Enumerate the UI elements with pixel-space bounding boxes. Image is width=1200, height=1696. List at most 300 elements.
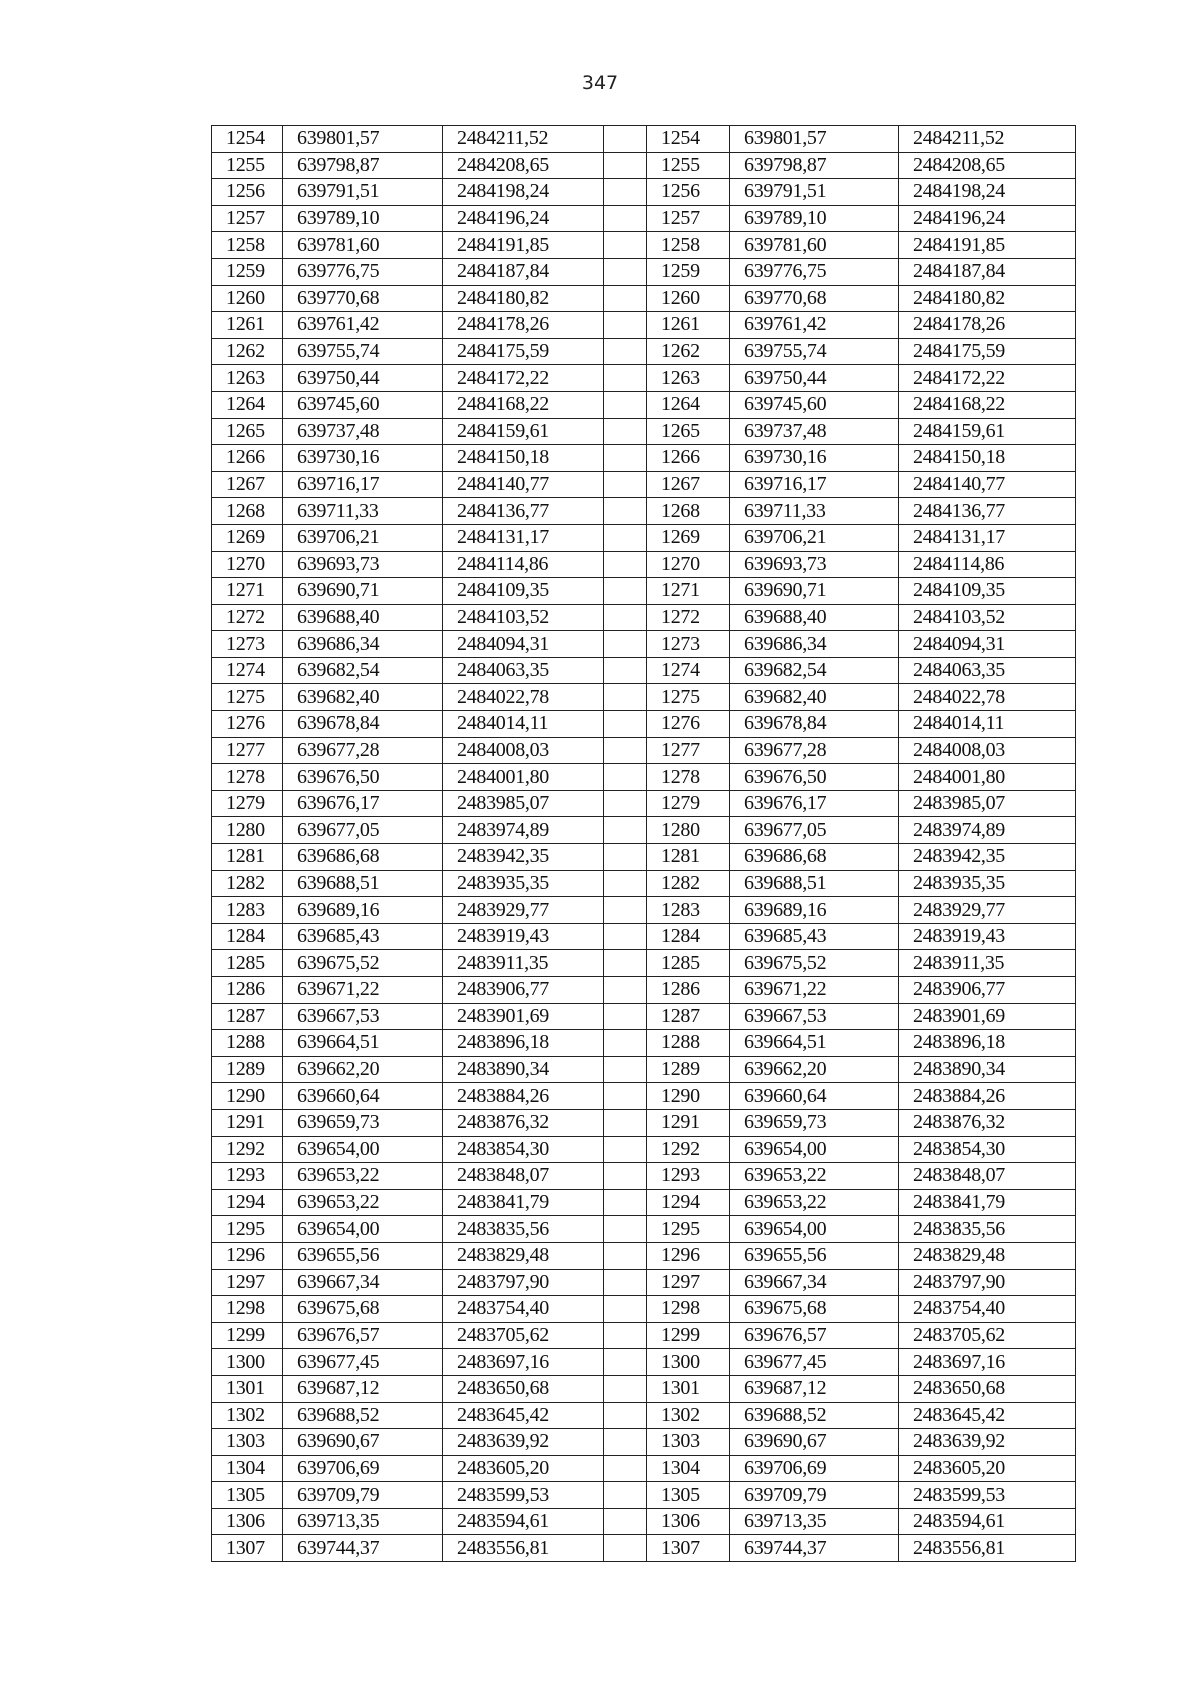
point-number-cell-right: 1259 (647, 258, 730, 285)
point-number-cell: 1279 (212, 790, 283, 817)
y-coordinate-cell: 2483594,61 (443, 1508, 604, 1535)
x-coordinate-cell-right: 639755,74 (730, 338, 899, 365)
x-coordinate-cell-right: 639667,53 (730, 1003, 899, 1030)
point-number-cell-right: 1282 (647, 870, 730, 897)
y-coordinate-cell-right: 2484168,22 (899, 391, 1076, 418)
point-number-cell-right: 1263 (647, 365, 730, 392)
x-coordinate-cell: 639801,57 (283, 126, 443, 153)
point-number-cell: 1261 (212, 312, 283, 339)
y-coordinate-cell-right: 2483829,48 (899, 1242, 1076, 1269)
x-coordinate-cell: 639653,22 (283, 1189, 443, 1216)
point-number-cell: 1265 (212, 418, 283, 445)
y-coordinate-cell-right: 2483890,34 (899, 1056, 1076, 1083)
gap-cell (604, 258, 647, 285)
table-row (212, 977, 1076, 1004)
gap-cell (604, 870, 647, 897)
gap-cell (604, 338, 647, 365)
y-coordinate-cell-right: 2484001,80 (899, 764, 1076, 791)
table-row (212, 657, 1076, 684)
point-number-cell: 1281 (212, 844, 283, 871)
x-coordinate-cell-right: 639776,75 (730, 258, 899, 285)
x-coordinate-cell: 639687,12 (283, 1375, 443, 1402)
x-coordinate-cell: 639685,43 (283, 923, 443, 950)
y-coordinate-cell: 2483974,89 (443, 817, 604, 844)
x-coordinate-cell-right: 639676,17 (730, 790, 899, 817)
x-coordinate-cell: 639706,69 (283, 1455, 443, 1482)
x-coordinate-cell: 639713,35 (283, 1508, 443, 1535)
x-coordinate-cell: 639664,51 (283, 1030, 443, 1057)
x-coordinate-cell-right: 639682,40 (730, 684, 899, 711)
point-number-cell-right: 1270 (647, 551, 730, 578)
y-coordinate-cell: 2483896,18 (443, 1030, 604, 1057)
y-coordinate-cell-right: 2484008,03 (899, 737, 1076, 764)
x-coordinate-cell-right: 639709,79 (730, 1482, 899, 1509)
x-coordinate-cell: 639690,67 (283, 1429, 443, 1456)
x-coordinate-cell: 639693,73 (283, 551, 443, 578)
gap-cell (604, 232, 647, 259)
y-coordinate-cell: 2484150,18 (443, 445, 604, 472)
x-coordinate-cell: 639655,56 (283, 1242, 443, 1269)
x-coordinate-cell-right: 639662,20 (730, 1056, 899, 1083)
point-number-cell-right: 1267 (647, 471, 730, 498)
table-row (212, 1163, 1076, 1190)
y-coordinate-cell-right: 2483906,77 (899, 977, 1076, 1004)
y-coordinate-cell: 2483829,48 (443, 1242, 604, 1269)
table-row (212, 471, 1076, 498)
y-coordinate-cell: 2483848,07 (443, 1163, 604, 1190)
y-coordinate-cell: 2483599,53 (443, 1482, 604, 1509)
y-coordinate-cell: 2484014,11 (443, 711, 604, 738)
point-number-cell: 1305 (212, 1482, 283, 1509)
x-coordinate-cell-right: 639654,00 (730, 1216, 899, 1243)
point-number-cell: 1303 (212, 1429, 283, 1456)
gap-cell (604, 631, 647, 658)
y-coordinate-cell: 2483942,35 (443, 844, 604, 871)
gap-cell (604, 950, 647, 977)
x-coordinate-cell: 639761,42 (283, 312, 443, 339)
y-coordinate-cell: 2484172,22 (443, 365, 604, 392)
x-coordinate-cell: 639671,22 (283, 977, 443, 1004)
point-number-cell-right: 1265 (647, 418, 730, 445)
x-coordinate-cell-right: 639655,56 (730, 1242, 899, 1269)
point-number-cell: 1277 (212, 737, 283, 764)
point-number-cell-right: 1258 (647, 232, 730, 259)
table-row (212, 1402, 1076, 1429)
point-number-cell-right: 1303 (647, 1429, 730, 1456)
y-coordinate-cell: 2484114,86 (443, 551, 604, 578)
gap-cell (604, 391, 647, 418)
point-number-cell: 1300 (212, 1349, 283, 1376)
point-number-cell-right: 1254 (647, 126, 730, 153)
point-number-cell: 1264 (212, 391, 283, 418)
point-number-cell: 1257 (212, 205, 283, 232)
point-number-cell-right: 1280 (647, 817, 730, 844)
gap-cell (604, 977, 647, 1004)
gap-cell (604, 897, 647, 924)
y-coordinate-cell: 2484109,35 (443, 578, 604, 605)
point-number-cell-right: 1272 (647, 604, 730, 631)
table-row (212, 312, 1076, 339)
x-coordinate-cell-right: 639654,00 (730, 1136, 899, 1163)
gap-cell (604, 365, 647, 392)
point-number-cell-right: 1290 (647, 1083, 730, 1110)
y-coordinate-cell-right: 2483594,61 (899, 1508, 1076, 1535)
x-coordinate-cell-right: 639677,05 (730, 817, 899, 844)
point-number-cell-right: 1261 (647, 312, 730, 339)
table-row (212, 604, 1076, 631)
x-coordinate-cell: 639755,74 (283, 338, 443, 365)
x-coordinate-cell-right: 639688,51 (730, 870, 899, 897)
table-row (212, 1083, 1076, 1110)
table-row (212, 1535, 1076, 1562)
gap-cell (604, 418, 647, 445)
x-coordinate-cell-right: 639653,22 (730, 1189, 899, 1216)
point-number-cell: 1299 (212, 1322, 283, 1349)
x-coordinate-cell: 639688,51 (283, 870, 443, 897)
x-coordinate-cell-right: 639744,37 (730, 1535, 899, 1562)
gap-cell (604, 445, 647, 472)
y-coordinate-cell: 2484022,78 (443, 684, 604, 711)
x-coordinate-cell: 639744,37 (283, 1535, 443, 1562)
y-coordinate-cell: 2483935,35 (443, 870, 604, 897)
y-coordinate-cell-right: 2484159,61 (899, 418, 1076, 445)
x-coordinate-cell: 639676,50 (283, 764, 443, 791)
x-coordinate-cell: 639676,17 (283, 790, 443, 817)
table-row (212, 764, 1076, 791)
y-coordinate-cell-right: 2483556,81 (899, 1535, 1076, 1562)
x-coordinate-cell-right: 639689,16 (730, 897, 899, 924)
gap-cell (604, 1455, 647, 1482)
table-row (212, 870, 1076, 897)
point-number-cell: 1293 (212, 1163, 283, 1190)
gap-cell (604, 578, 647, 605)
point-number-cell-right: 1285 (647, 950, 730, 977)
x-coordinate-cell: 639660,64 (283, 1083, 443, 1110)
y-coordinate-cell: 2484187,84 (443, 258, 604, 285)
y-coordinate-cell: 2483919,43 (443, 923, 604, 950)
y-coordinate-cell-right: 2483935,35 (899, 870, 1076, 897)
gap-cell (604, 1136, 647, 1163)
point-number-cell: 1256 (212, 179, 283, 206)
point-number-cell: 1289 (212, 1056, 283, 1083)
x-coordinate-cell-right: 639711,33 (730, 498, 899, 525)
point-number-cell: 1282 (212, 870, 283, 897)
point-number-cell-right: 1255 (647, 152, 730, 179)
point-number-cell: 1290 (212, 1083, 283, 1110)
x-coordinate-cell-right: 639713,35 (730, 1508, 899, 1535)
gap-cell (604, 1429, 647, 1456)
point-number-cell: 1287 (212, 1003, 283, 1030)
point-number-cell-right: 1306 (647, 1508, 730, 1535)
point-number-cell-right: 1257 (647, 205, 730, 232)
x-coordinate-cell: 639770,68 (283, 285, 443, 312)
point-number-cell-right: 1264 (647, 391, 730, 418)
gap-cell (604, 1402, 647, 1429)
point-number-cell: 1275 (212, 684, 283, 711)
x-coordinate-cell-right: 639706,69 (730, 1455, 899, 1482)
y-coordinate-cell: 2484175,59 (443, 338, 604, 365)
x-coordinate-cell-right: 639659,73 (730, 1109, 899, 1136)
point-number-cell-right: 1294 (647, 1189, 730, 1216)
point-number-cell: 1292 (212, 1136, 283, 1163)
y-coordinate-cell: 2483645,42 (443, 1402, 604, 1429)
table-row (212, 338, 1076, 365)
y-coordinate-cell: 2484001,80 (443, 764, 604, 791)
y-coordinate-cell-right: 2484178,26 (899, 312, 1076, 339)
y-coordinate-cell-right: 2484103,52 (899, 604, 1076, 631)
table-row (212, 737, 1076, 764)
table-row (212, 1030, 1076, 1057)
point-number-cell-right: 1296 (647, 1242, 730, 1269)
y-coordinate-cell-right: 2483876,32 (899, 1109, 1076, 1136)
point-number-cell: 1276 (212, 711, 283, 738)
x-coordinate-cell: 639677,28 (283, 737, 443, 764)
point-number-cell: 1263 (212, 365, 283, 392)
gap-cell (604, 1349, 647, 1376)
x-coordinate-cell: 639781,60 (283, 232, 443, 259)
table-row (212, 1003, 1076, 1030)
x-coordinate-cell-right: 639660,64 (730, 1083, 899, 1110)
gap-cell (604, 152, 647, 179)
gap-cell (604, 657, 647, 684)
gap-cell (604, 1535, 647, 1562)
gap-cell (604, 1322, 647, 1349)
point-number-cell: 1288 (212, 1030, 283, 1057)
y-coordinate-cell-right: 2484175,59 (899, 338, 1076, 365)
table-row (212, 844, 1076, 871)
point-number-cell: 1296 (212, 1242, 283, 1269)
x-coordinate-cell: 639682,40 (283, 684, 443, 711)
table-row (212, 1375, 1076, 1402)
x-coordinate-cell-right: 639716,17 (730, 471, 899, 498)
table-row (212, 1056, 1076, 1083)
y-coordinate-cell-right: 2484094,31 (899, 631, 1076, 658)
table-row (212, 684, 1076, 711)
gap-cell (604, 551, 647, 578)
y-coordinate-cell: 2484180,82 (443, 285, 604, 312)
point-number-cell-right: 1293 (647, 1163, 730, 1190)
y-coordinate-cell-right: 2483985,07 (899, 790, 1076, 817)
table-row (212, 1429, 1076, 1456)
table-row (212, 498, 1076, 525)
y-coordinate-cell-right: 2484187,84 (899, 258, 1076, 285)
gap-cell (604, 126, 647, 153)
point-number-cell: 1301 (212, 1375, 283, 1402)
y-coordinate-cell-right: 2484196,24 (899, 205, 1076, 232)
y-coordinate-cell: 2483901,69 (443, 1003, 604, 1030)
y-coordinate-cell: 2483556,81 (443, 1535, 604, 1562)
gap-cell (604, 1109, 647, 1136)
x-coordinate-cell-right: 639706,21 (730, 524, 899, 551)
y-coordinate-cell: 2483854,30 (443, 1136, 604, 1163)
y-coordinate-cell-right: 2483901,69 (899, 1003, 1076, 1030)
table-row (212, 126, 1076, 153)
y-coordinate-cell-right: 2484136,77 (899, 498, 1076, 525)
table-row (212, 1322, 1076, 1349)
point-number-cell: 1274 (212, 657, 283, 684)
x-coordinate-cell: 639653,22 (283, 1163, 443, 1190)
x-coordinate-cell: 639675,68 (283, 1296, 443, 1323)
y-coordinate-cell-right: 2483929,77 (899, 897, 1076, 924)
gap-cell (604, 285, 647, 312)
point-number-cell: 1271 (212, 578, 283, 605)
point-number-cell: 1266 (212, 445, 283, 472)
y-coordinate-cell: 2484103,52 (443, 604, 604, 631)
gap-cell (604, 1269, 647, 1296)
point-number-cell: 1291 (212, 1109, 283, 1136)
table-row (212, 551, 1076, 578)
x-coordinate-cell-right: 639653,22 (730, 1163, 899, 1190)
y-coordinate-cell: 2483884,26 (443, 1083, 604, 1110)
point-number-cell: 1306 (212, 1508, 283, 1535)
gap-cell (604, 524, 647, 551)
point-number-cell-right: 1276 (647, 711, 730, 738)
x-coordinate-cell-right: 639791,51 (730, 179, 899, 206)
table-row (212, 631, 1076, 658)
y-coordinate-cell-right: 2483605,20 (899, 1455, 1076, 1482)
point-number-cell-right: 1302 (647, 1402, 730, 1429)
point-number-cell-right: 1304 (647, 1455, 730, 1482)
x-coordinate-cell: 639706,21 (283, 524, 443, 551)
point-number-cell-right: 1271 (647, 578, 730, 605)
x-coordinate-cell-right: 639690,67 (730, 1429, 899, 1456)
point-number-cell-right: 1279 (647, 790, 730, 817)
point-number-cell: 1278 (212, 764, 283, 791)
x-coordinate-cell-right: 639745,60 (730, 391, 899, 418)
x-coordinate-cell-right: 639690,71 (730, 578, 899, 605)
point-number-cell: 1285 (212, 950, 283, 977)
point-number-cell-right: 1297 (647, 1269, 730, 1296)
y-coordinate-cell-right: 2484150,18 (899, 445, 1076, 472)
table-row (212, 391, 1076, 418)
gap-cell (604, 737, 647, 764)
x-coordinate-cell-right: 639667,34 (730, 1269, 899, 1296)
x-coordinate-cell-right: 639687,12 (730, 1375, 899, 1402)
point-number-cell-right: 1260 (647, 285, 730, 312)
point-number-cell: 1284 (212, 923, 283, 950)
y-coordinate-cell-right: 2483974,89 (899, 817, 1076, 844)
point-number-cell: 1268 (212, 498, 283, 525)
point-number-cell: 1280 (212, 817, 283, 844)
table-row (212, 205, 1076, 232)
point-number-cell-right: 1275 (647, 684, 730, 711)
point-number-cell-right: 1284 (647, 923, 730, 950)
table-row (212, 1269, 1076, 1296)
gap-cell (604, 1242, 647, 1269)
y-coordinate-cell: 2483841,79 (443, 1189, 604, 1216)
y-coordinate-cell-right: 2484114,86 (899, 551, 1076, 578)
x-coordinate-cell-right: 639693,73 (730, 551, 899, 578)
point-number-cell: 1302 (212, 1402, 283, 1429)
y-coordinate-cell: 2483639,92 (443, 1429, 604, 1456)
gap-cell (604, 1482, 647, 1509)
x-coordinate-cell: 639654,00 (283, 1216, 443, 1243)
x-coordinate-cell-right: 639789,10 (730, 205, 899, 232)
y-coordinate-cell: 2483985,07 (443, 790, 604, 817)
gap-cell (604, 1083, 647, 1110)
x-coordinate-cell-right: 639730,16 (730, 445, 899, 472)
table-row (212, 1189, 1076, 1216)
table-row (212, 790, 1076, 817)
y-coordinate-cell-right: 2484211,52 (899, 126, 1076, 153)
table-row (212, 897, 1076, 924)
y-coordinate-cell-right: 2483919,43 (899, 923, 1076, 950)
table-row (212, 1242, 1076, 1269)
point-number-cell: 1260 (212, 285, 283, 312)
y-coordinate-cell-right: 2483754,40 (899, 1296, 1076, 1323)
point-number-cell: 1254 (212, 126, 283, 153)
x-coordinate-cell-right: 639677,28 (730, 737, 899, 764)
x-coordinate-cell-right: 639688,52 (730, 1402, 899, 1429)
x-coordinate-cell-right: 639676,50 (730, 764, 899, 791)
point-number-cell: 1294 (212, 1189, 283, 1216)
point-number-cell-right: 1281 (647, 844, 730, 871)
gap-cell (604, 817, 647, 844)
x-coordinate-cell-right: 639678,84 (730, 711, 899, 738)
gap-cell (604, 711, 647, 738)
x-coordinate-cell-right: 639761,42 (730, 312, 899, 339)
point-number-cell: 1286 (212, 977, 283, 1004)
y-coordinate-cell-right: 2483884,26 (899, 1083, 1076, 1110)
point-number-cell-right: 1301 (647, 1375, 730, 1402)
point-number-cell-right: 1289 (647, 1056, 730, 1083)
gap-cell (604, 1296, 647, 1323)
y-coordinate-cell: 2483797,90 (443, 1269, 604, 1296)
x-coordinate-cell-right: 639801,57 (730, 126, 899, 153)
x-coordinate-cell-right: 639798,87 (730, 152, 899, 179)
y-coordinate-cell: 2484008,03 (443, 737, 604, 764)
y-coordinate-cell-right: 2484109,35 (899, 578, 1076, 605)
y-coordinate-cell: 2484136,77 (443, 498, 604, 525)
gap-cell (604, 764, 647, 791)
x-coordinate-cell: 639791,51 (283, 179, 443, 206)
point-number-cell-right: 1298 (647, 1296, 730, 1323)
gap-cell (604, 1216, 647, 1243)
table-row (212, 1109, 1076, 1136)
point-number-cell: 1304 (212, 1455, 283, 1482)
x-coordinate-cell-right: 639770,68 (730, 285, 899, 312)
point-number-cell: 1258 (212, 232, 283, 259)
x-coordinate-cell: 639689,16 (283, 897, 443, 924)
table-row (212, 578, 1076, 605)
point-number-cell: 1283 (212, 897, 283, 924)
table-row (212, 1216, 1076, 1243)
table-row (212, 817, 1076, 844)
point-number-cell-right: 1286 (647, 977, 730, 1004)
point-number-cell-right: 1262 (647, 338, 730, 365)
y-coordinate-cell-right: 2483835,56 (899, 1216, 1076, 1243)
point-number-cell: 1269 (212, 524, 283, 551)
y-coordinate-cell: 2484140,77 (443, 471, 604, 498)
y-coordinate-cell-right: 2484014,11 (899, 711, 1076, 738)
table-row (212, 445, 1076, 472)
point-number-cell-right: 1300 (647, 1349, 730, 1376)
x-coordinate-cell: 639678,84 (283, 711, 443, 738)
point-number-cell-right: 1288 (647, 1030, 730, 1057)
y-coordinate-cell-right: 2483599,53 (899, 1482, 1076, 1509)
y-coordinate-cell: 2484208,65 (443, 152, 604, 179)
y-coordinate-cell-right: 2484131,17 (899, 524, 1076, 551)
y-coordinate-cell: 2484159,61 (443, 418, 604, 445)
y-coordinate-cell: 2484198,24 (443, 179, 604, 206)
table-row (212, 418, 1076, 445)
gap-cell (604, 312, 647, 339)
x-coordinate-cell: 639682,54 (283, 657, 443, 684)
table-row (212, 950, 1076, 977)
y-coordinate-cell-right: 2483645,42 (899, 1402, 1076, 1429)
y-coordinate-cell-right: 2483797,90 (899, 1269, 1076, 1296)
gap-cell (604, 1056, 647, 1083)
